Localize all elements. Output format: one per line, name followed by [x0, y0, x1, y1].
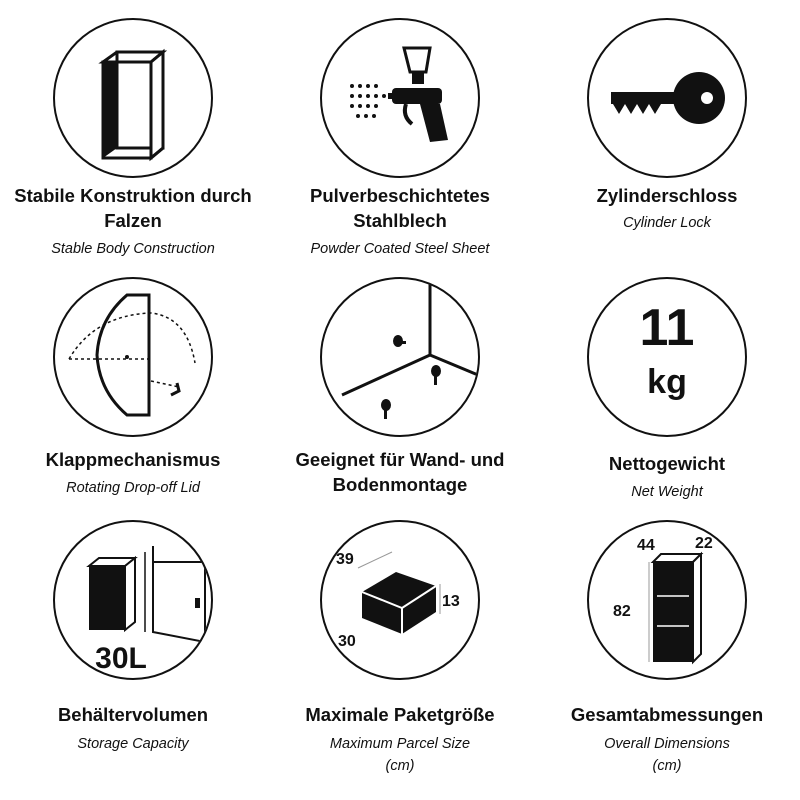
feature-title: Zylinderschloss	[596, 185, 738, 206]
parcel-box-icon	[320, 520, 480, 680]
feature-title: Stabile Konstruktion durch Falzen	[14, 185, 252, 231]
feature-mounting	[267, 267, 533, 533]
feature-subtitle: Stable Body Construction	[51, 241, 215, 257]
feature-subtitle: Maximum Parcel Size	[329, 736, 471, 752]
feature-parcel	[267, 534, 533, 800]
storage-box-icon	[53, 520, 213, 680]
parcel-length: 39	[336, 551, 354, 568]
feature-dimensions	[534, 534, 800, 800]
capacity-value: 30L	[95, 642, 147, 675]
spray-gun-icon	[320, 18, 480, 178]
feature-title: Gesamtabmessungen	[570, 704, 764, 725]
feature-title: Klappmechanismus	[45, 449, 221, 470]
feature-title: Pulverbeschichtetes Stahlblech	[310, 185, 490, 231]
parcel-height: 13	[442, 593, 460, 610]
feature-capacity	[0, 534, 266, 800]
feature-title: Behältervolumen	[57, 704, 209, 725]
weight-value: 11	[639, 299, 695, 357]
wall-floor-mount-icon	[320, 277, 480, 437]
feature-coating	[267, 0, 533, 266]
parcel-depth: 30	[338, 633, 356, 650]
dimension-depth: 22	[695, 535, 713, 552]
feature-subtitle-unit: (cm)	[652, 758, 682, 774]
feature-title: Nettogewicht	[608, 453, 726, 474]
feature-subtitle: Cylinder Lock	[623, 215, 711, 231]
dimension-height: 82	[613, 603, 631, 620]
feature-title: Maximale Paketgröße	[305, 704, 495, 725]
weight-unit: kg	[647, 363, 687, 401]
feature-lock	[534, 0, 800, 266]
feature-construction	[0, 0, 266, 266]
feature-subtitle: Rotating Drop-off Lid	[66, 480, 200, 496]
folded-frame-icon	[53, 18, 213, 178]
rotating-lid-icon	[53, 277, 213, 437]
weight-icon	[587, 277, 747, 437]
feature-subtitle: Powder Coated Steel Sheet	[310, 241, 490, 257]
cabinet-dimensions-icon	[587, 520, 747, 680]
feature-subtitle: Net Weight	[631, 484, 703, 500]
feature-lid	[0, 267, 266, 533]
feature-subtitle: Storage Capacity	[77, 736, 189, 752]
feature-subtitle-unit: (cm)	[385, 758, 415, 774]
feature-subtitle: Overall Dimensions	[604, 736, 730, 752]
feature-weight	[534, 267, 800, 533]
feature-title: Geeignet für Wand- und Bodenmontage	[295, 449, 505, 495]
key-icon	[587, 18, 747, 178]
dimension-width: 44	[637, 537, 655, 554]
